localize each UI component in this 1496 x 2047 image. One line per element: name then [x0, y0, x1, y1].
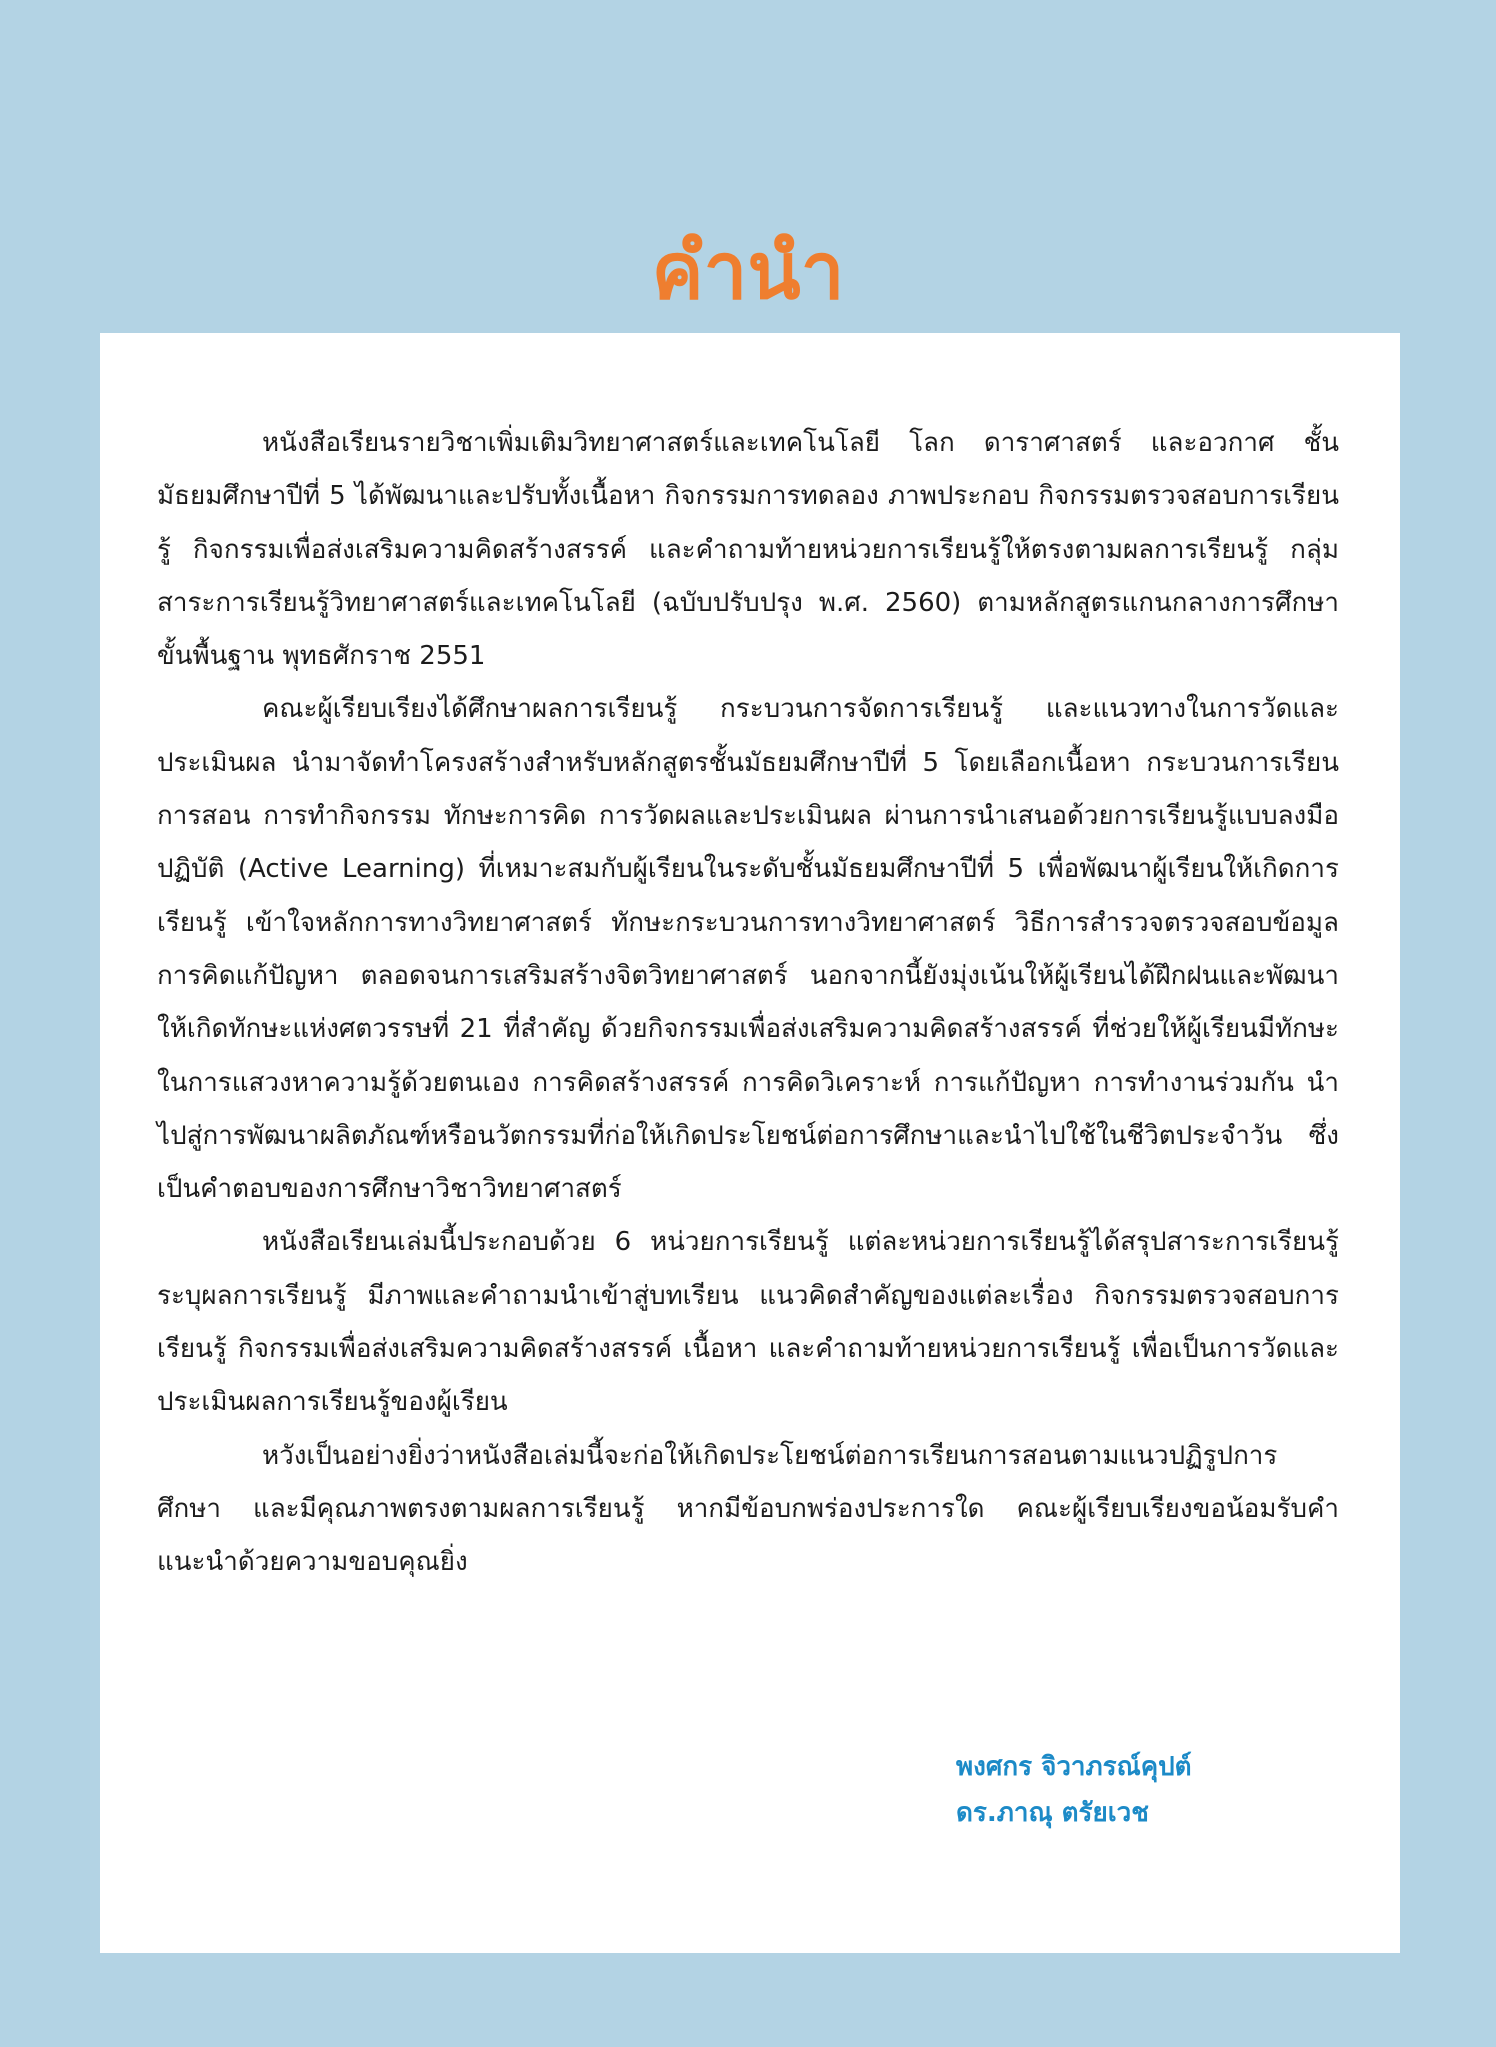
preface-body	[157, 417, 1339, 1590]
preface-paragraph-4: หวังเป็นอย่างยิ่งว่าหนังสือเล่มนี้จะก่อให้เกิดประโยชน์ต่อการเรียนการสอนตามแนวปฏิรูปการศึกษา และมีคุณภาพตรงตามผลการเรียนรู้ หากมีข้อบกพร่องประการใด คณะผู้เรียบเรียงขอน้อมรับคำแนะนำด้วยความขอบคุณยิ่ง	[157, 1440, 1339, 1578]
content-panel	[100, 333, 1400, 1953]
preface-paragraph-2: คณะผู้เรียบเรียงได้ศึกษาผลการเรียนรู้ กระบวนการจัดการเรียนรู้ และแนวทางในการวัดและประเมินผล นำมาจัดทำโครงสร้างสำหรับหลักสูตรชั้นมัธยมศึกษาปีที่ 5 โดยเลือกเนื้อหา กระบวนการเรียนการสอน การทำกิจกรรม ทักษะการคิด การวัดผลและประเมินผล ผ่านการนำเสนอด้วยการเรียนรู้แบบลงมือปฏิบัติ (Active Learning) ที่เหมาะสมกับผู้เรียนในระดับชั้นมัธยมศึกษาปีที่ 5 เพื่อพัฒนาผู้เรียนให้เกิดการเรียนรู้ เข้าใจหลักการทางวิทยาศาสตร์ ทักษะกระบวนการทางวิทยาศาสตร์ วิธีการสำรวจตรวจสอบข้อมูล การคิดแก้ปัญหา ตลอดจนการเสริมสร้างจิตวิทยาศาสตร์ นอกจากนี้ยังมุ่งเน้นให้ผู้เรียนได้ฝึกฝนและพัฒนาให้เกิดทักษะแห่งศตวรรษที่ 21 ที่สำคัญ ด้วยกิจกรรมเพื่อส่งเสริมความคิดสร้างสรรค์ ที่ช่วยให้ผู้เรียนมีทักษะในการแสวงหาความรู้ด้วยตนเอง การคิดสร้างสรรค์ การคิดวิเคราะห์ การแก้ปัญหา การทำงานร่วมกัน นำไปสู่การพัฒนาผลิตภัณฑ์หรือนวัตกรรมที่ก่อให้เกิดประโยชน์ต่อการศึกษาและนำไปใช้ในชีวิตประจำวัน ซึ่งเป็นคำตอบของการศึกษาวิชาวิทยาศาสตร์	[157, 694, 1339, 1205]
preface-paragraph-3: หนังสือเรียนเล่มนี้ประกอบด้วย 6 หน่วยการเรียนรู้ แต่ละหน่วยการเรียนรู้ได้สรุปสาระการเรียนรู้ ระบุผลการเรียนรู้ มีภาพและคำถามนำเข้าสู่บทเรียน แนวคิดสำคัญของแต่ละเรื่อง กิจกรรมตรวจสอบการเรียนรู้ กิจกรรมเพื่อส่งเสริมความคิดสร้างสรรค์ เนื้อหา และคำถามท้ายหน่วยการเรียนรู้ เพื่อเป็นการวัดและประเมินผลการเรียนรู้ของผู้เรียน	[157, 1227, 1339, 1418]
page-title: คำนำ	[651, 227, 845, 317]
preface-paragraph-1: หนังสือเรียนรายวิชาเพิ่มเติมวิทยาศาสตร์และเทคโนโลยี โลก ดาราศาสตร์ และอวกาศ ชั้นมัธยมศึกษาปีที่ 5 ได้พัฒนาและปรับทั้งเนื้อหา กิจกรรมการทดลอง ภาพประกอบ กิจกรรมตรวจสอบการเรียนรู้ กิจกรรมเพื่อส่งเสริมความคิดสร้างสรรค์ และคำถามท้ายหน่วยการเรียนรู้ให้ตรงตามผลการเรียนรู้ กลุ่มสาระการเรียนรู้วิทยาศาสตร์และเทคโนโลยี (ฉบับปรับปรุง พ.ศ. 2560) ตามหลักสูตรแกนกลางการศึกษาขั้นพื้นฐาน พุทธศักราช 2551	[157, 428, 1339, 672]
author-name-2: ดร.ภาณุ ตรัยเวช	[956, 1798, 1149, 1828]
author-name-1: พงศกร จิวาภรณ์คุปต์	[956, 1752, 1192, 1782]
author-signature-block	[956, 1744, 1376, 1836]
